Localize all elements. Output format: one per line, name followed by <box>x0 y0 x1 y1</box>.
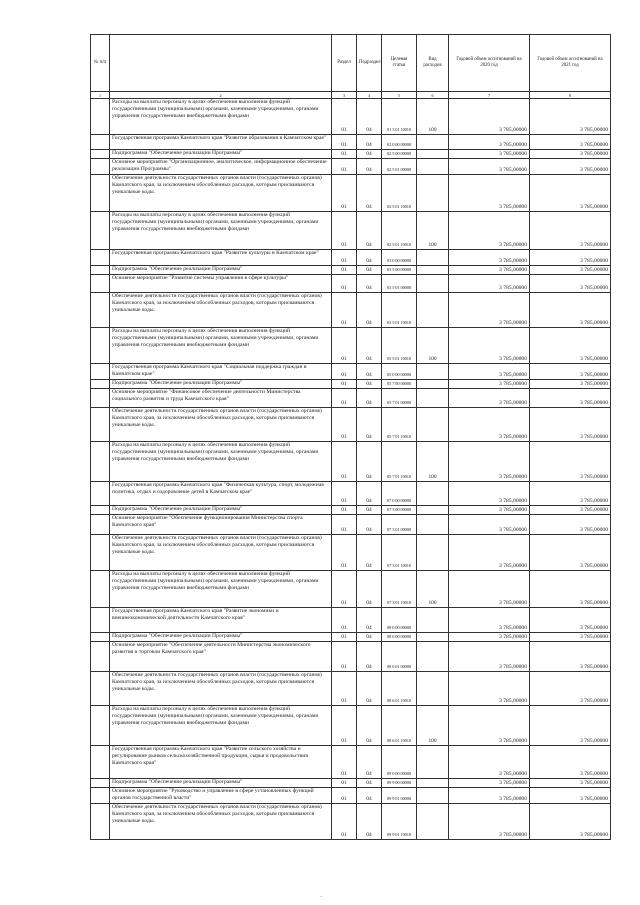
razdel-cell: 01 <box>332 571 357 608</box>
table-row <box>91 442 611 482</box>
table-row <box>91 535 611 571</box>
table-row <box>91 364 611 380</box>
razdel-cell: 01 <box>332 408 357 442</box>
amount-2021-cell: 3 785,00000 <box>530 150 611 159</box>
csr-cell: 02 5 01 10010 <box>382 212 417 250</box>
amount-2021-cell: 3 785,00000 <box>530 293 611 328</box>
csr-cell: 07 3 01 10010 <box>382 571 417 608</box>
razdel-cell: 01 <box>332 442 357 482</box>
podrazdel-cell: 04 <box>357 150 382 159</box>
vr-cell <box>417 364 449 380</box>
amount-2020-cell: 3 785,00000 <box>449 159 530 175</box>
podrazdel-cell: 04 <box>357 266 382 275</box>
num-cell <box>91 608 110 633</box>
amount-2020-cell: 3 785,00000 <box>449 506 530 515</box>
razdel-cell: 01 <box>332 506 357 515</box>
column-number: 6 <box>417 92 449 99</box>
vr-cell <box>417 150 449 159</box>
csr-cell: 07 3 01 10010 <box>382 535 417 571</box>
amount-2020-cell: 3 785,00000 <box>449 535 530 571</box>
table-row <box>91 408 611 442</box>
vr-cell <box>417 293 449 328</box>
razdel-cell: 01 <box>332 633 357 642</box>
row-name: Основное мероприятие "Финансовое обеспечение деятельности Министерства социального развития и труда Камчатского края" <box>110 389 332 408</box>
amount-2021-cell: 3 785,00000 <box>530 275 611 293</box>
num-cell <box>91 535 110 571</box>
vr-cell <box>417 389 449 408</box>
amount-2021-cell: 3 785,00000 <box>530 788 611 804</box>
row-name: Подпрограмма "Обеспечение реализации Программы" <box>110 633 332 642</box>
row-name: Расходы на выплаты персоналу в целях обеспечения выполнения функций государственными (муниципальными) органами, казенными учреждениями, органами управления государственными внебюджетными фондами <box>110 571 332 608</box>
podrazdel-cell: 04 <box>357 706 382 746</box>
amount-2020-cell: 3 785,00000 <box>449 275 530 293</box>
table-row <box>91 804 611 840</box>
table-row <box>91 706 611 746</box>
table-row <box>91 99 611 135</box>
row-name: Основное мероприятие "Организационное, аналитическое, информационное обеспечение реализации Программы" <box>110 159 332 175</box>
row-name: Государственная программа Камчатского края "Физическая культура, спорт, молодежная политика, отдых и оздоровление детей в Камчатском крае" <box>110 482 332 506</box>
podrazdel-cell: 04 <box>357 515 382 535</box>
vr-cell <box>417 804 449 840</box>
csr-cell: 03 5 01 10010 <box>382 293 417 328</box>
vr-cell <box>417 788 449 804</box>
column-number-row <box>91 92 611 99</box>
razdel-cell: 01 <box>332 788 357 804</box>
vr-cell <box>417 380 449 389</box>
amount-2020-cell: 3 785,00000 <box>449 608 530 633</box>
column-number: 2 <box>110 92 332 99</box>
amount-2020-cell: 3 785,00000 <box>449 788 530 804</box>
table-row <box>91 275 611 293</box>
vr-cell <box>417 482 449 506</box>
razdel-cell: 01 <box>332 515 357 535</box>
csr-cell: 02 5 01 10010 <box>382 175 417 212</box>
num-cell <box>91 672 110 706</box>
row-name: Государственная программа Камчатского края "Социальная поддержка граждан в Камчатском крае" <box>110 364 332 380</box>
amount-2021-cell: 3 785,00000 <box>530 746 611 779</box>
num-cell <box>91 250 110 266</box>
amount-2020-cell: 3 785,00000 <box>449 515 530 535</box>
header-podrazdel: Подраздел <box>357 35 382 92</box>
num-cell <box>91 442 110 482</box>
row-name: Обеспечение деятельности государственных органов власти (государственных органов) Камчатского края, за исключением обособленных расходов, которым присваиваются уникальные коды. <box>110 672 332 706</box>
razdel-cell: 01 <box>332 135 357 150</box>
header-vr: Вид расходов <box>417 35 449 92</box>
row-name: Расходы на выплаты персоналу в целях обеспечения выполнения функций государственными (муниципальными) органами, казенными учреждениями, органами управления государственными внебюджетными фондами <box>110 706 332 746</box>
vr-cell: 100 <box>417 442 449 482</box>
num-cell <box>91 293 110 328</box>
amount-2021-cell: 3 785,00000 <box>530 506 611 515</box>
amount-2021-cell: 3 785,00000 <box>530 250 611 266</box>
razdel-cell: 01 <box>332 266 357 275</box>
csr-cell: 07 3 00 00000 <box>382 506 417 515</box>
amount-2021-cell: 3 785,00000 <box>530 633 611 642</box>
podrazdel-cell: 04 <box>357 672 382 706</box>
vr-cell <box>417 159 449 175</box>
podrazdel-cell: 04 <box>357 535 382 571</box>
csr-cell: 02 5 01 00000 <box>382 159 417 175</box>
razdel-cell: 01 <box>332 175 357 212</box>
razdel-cell: 01 <box>332 608 357 633</box>
amount-2020-cell: 3 785,00000 <box>449 293 530 328</box>
row-name: Обеспечение деятельности государственных органов власти (государственных органов) Камчатского края, за исключением обособленных расходов, которым присваиваются уникальные коды. <box>110 293 332 328</box>
vr-cell <box>417 266 449 275</box>
csr-cell: 08 6 00 00000 <box>382 633 417 642</box>
razdel-cell: 01 <box>332 706 357 746</box>
table-row <box>91 672 611 706</box>
vr-cell <box>417 779 449 788</box>
podrazdel-cell: 04 <box>357 804 382 840</box>
amount-2021-cell: 3 785,00000 <box>530 328 611 364</box>
row-name: Обеспечение деятельности государственных органов власти (государственных органов) Камчатского края, за исключением обособленных расходов, которым присваиваются уникальные коды. <box>110 804 332 840</box>
podrazdel-cell: 04 <box>357 212 382 250</box>
amount-2020-cell: 3 785,00000 <box>449 706 530 746</box>
num-cell <box>91 150 110 159</box>
row-name: Подпрограмма "Обеспечение реализации Программы" <box>110 380 332 389</box>
csr-cell: 07 0 00 00000 <box>382 482 417 506</box>
vr-cell <box>417 608 449 633</box>
podrazdel-cell: 04 <box>357 364 382 380</box>
csr-cell: 09 9 01 10010 <box>382 804 417 840</box>
row-name: Основное мероприятие "Руководство и управление в сфере установленных функций органов государственной власти" <box>110 788 332 804</box>
amount-2020-cell: 3 785,00000 <box>449 746 530 779</box>
vr-cell: 100 <box>417 99 449 135</box>
amount-2021-cell: 3 785,00000 <box>530 779 611 788</box>
num-cell <box>91 788 110 804</box>
num-cell <box>91 506 110 515</box>
csr-cell: 03 5 01 10010 <box>382 328 417 364</box>
amount-2021-cell: 3 785,00000 <box>530 408 611 442</box>
podrazdel-cell: 04 <box>357 328 382 364</box>
amount-2021-cell: 3 785,00000 <box>530 442 611 482</box>
header-year-2021: Годовой объем ассигнований на 2021 год <box>530 35 611 92</box>
csr-cell: 05 0 00 00000 <box>382 364 417 380</box>
row-name: Государственная программа Камчатского края "Развитие образования в Камчатском крае" <box>110 135 332 150</box>
amount-2021-cell: 3 785,00000 <box>530 482 611 506</box>
row-name: Обеспечение деятельности государственных органов власти (государственных органов) Камчатского края, за исключением обособленных расходов, которым присваиваются уникальные коды. <box>110 408 332 442</box>
razdel-cell: 01 <box>332 275 357 293</box>
row-name: Расходы на выплаты персоналу в целях обеспечения выполнения функций государственными (муниципальными) органами, казенными учреждениями, органами управления государственными внебюджетными фондами <box>110 328 332 364</box>
csr-cell: 08 6 01 00000 <box>382 642 417 672</box>
num-cell <box>91 364 110 380</box>
razdel-cell: 01 <box>332 293 357 328</box>
razdel-cell: 01 <box>332 99 357 135</box>
table-row <box>91 633 611 642</box>
row-name: Расходы на выплаты персоналу в целях обеспечения выполнения функций государственными (муниципальными) органами, казенными учреждениями, органами управления государственными внебюджетными фондами <box>110 442 332 482</box>
amount-2020-cell: 3 785,00000 <box>449 328 530 364</box>
num-cell <box>91 275 110 293</box>
num-cell <box>91 135 110 150</box>
vr-cell <box>417 135 449 150</box>
num-cell <box>91 389 110 408</box>
table-row <box>91 175 611 212</box>
amount-2020-cell: 3 785,00000 <box>449 672 530 706</box>
podrazdel-cell: 04 <box>357 746 382 779</box>
podrazdel-cell: 04 <box>357 275 382 293</box>
row-name: Государственная программа Камчатского края "Развитие экономики и внешнеэкономической деятельности Камчатского края" <box>110 608 332 633</box>
column-number: 4 <box>357 92 382 99</box>
num-cell <box>91 175 110 212</box>
table-row <box>91 608 611 633</box>
podrazdel-cell: 04 <box>357 389 382 408</box>
csr-cell: 03 5 01 00000 <box>382 275 417 293</box>
razdel-cell: 01 <box>332 389 357 408</box>
column-number: 7 <box>449 92 530 99</box>
csr-cell: 08 0 00 00000 <box>382 608 417 633</box>
row-name: Основное мероприятие "Обеспечение деятельности Министерства экономического развития и торговли Камчатского края" <box>110 642 332 672</box>
podrazdel-cell: 04 <box>357 135 382 150</box>
vr-cell <box>417 408 449 442</box>
amount-2020-cell: 3 785,00000 <box>449 642 530 672</box>
table-row <box>91 746 611 779</box>
header-csr: Целевая статья <box>382 35 417 92</box>
amount-2020-cell: 3 785,00000 <box>449 804 530 840</box>
header-name <box>110 35 332 92</box>
num-cell <box>91 328 110 364</box>
row-name: Расходы на выплаты персоналу в целях обеспечения выполнения функций государственными (муниципальными) органами, казенными учреждениями, органами управления государственными внебюджетными фондами <box>110 212 332 250</box>
amount-2020-cell: 3 785,00000 <box>449 779 530 788</box>
razdel-cell: 01 <box>332 250 357 266</box>
amount-2021-cell: 3 785,00000 <box>530 135 611 150</box>
csr-cell: 09 0 00 00000 <box>382 746 417 779</box>
csr-cell: 09 9 01 00000 <box>382 788 417 804</box>
row-name: Государственная программа Камчатского края "Развитие сельского хозяйства и регулирование рынков сельскохозяйственной продукции, сырья и продовольствия Камчатского края" <box>110 746 332 779</box>
num-cell <box>91 380 110 389</box>
amount-2020-cell: 3 785,00000 <box>449 408 530 442</box>
column-number: 3 <box>332 92 357 99</box>
table-body <box>91 99 611 840</box>
table-row <box>91 159 611 175</box>
table-row <box>91 506 611 515</box>
amount-2021-cell: 3 785,00000 <box>530 608 611 633</box>
table-row <box>91 380 611 389</box>
page-mark: · <box>320 893 323 901</box>
row-name: Подпрограмма "Обеспечение реализации Программы" <box>110 266 332 275</box>
row-name: Подпрограмма "Обеспечение реализации Программы" <box>110 150 332 159</box>
num-cell <box>91 159 110 175</box>
table-row <box>91 389 611 408</box>
vr-cell <box>417 633 449 642</box>
csr-cell: 05 7 01 00000 <box>382 389 417 408</box>
csr-cell: 05 7 01 10010 <box>382 408 417 442</box>
header-num: № п/п <box>91 35 110 92</box>
csr-cell: 08 6 01 10010 <box>382 706 417 746</box>
amount-2021-cell: 3 785,00000 <box>530 804 611 840</box>
amount-2021-cell: 3 785,00000 <box>530 159 611 175</box>
amount-2020-cell: 3 785,00000 <box>449 571 530 608</box>
num-cell <box>91 633 110 642</box>
vr-cell <box>417 672 449 706</box>
vr-cell <box>417 515 449 535</box>
amount-2021-cell: 3 785,00000 <box>530 389 611 408</box>
num-cell <box>91 706 110 746</box>
razdel-cell: 01 <box>332 212 357 250</box>
num-cell <box>91 266 110 275</box>
csr-cell: 05 7 00 00000 <box>382 380 417 389</box>
num-cell <box>91 408 110 442</box>
table-row <box>91 135 611 150</box>
amount-2020-cell: 3 785,00000 <box>449 380 530 389</box>
amount-2021-cell: 3 785,00000 <box>530 364 611 380</box>
razdel-cell: 01 <box>332 642 357 672</box>
amount-2020-cell: 3 785,00000 <box>449 633 530 642</box>
vr-cell <box>417 535 449 571</box>
csr-cell: 01 3 01 10010 <box>382 99 417 135</box>
podrazdel-cell: 04 <box>357 99 382 135</box>
table-row <box>91 266 611 275</box>
vr-cell: 100 <box>417 328 449 364</box>
num-cell <box>91 642 110 672</box>
csr-cell: 09 9 00 00000 <box>382 779 417 788</box>
amount-2020-cell: 3 785,00000 <box>449 442 530 482</box>
amount-2020-cell: 3 785,00000 <box>449 150 530 159</box>
amount-2021-cell: 3 785,00000 <box>530 380 611 389</box>
table-row <box>91 788 611 804</box>
csr-cell: 03 0 00 00000 <box>382 250 417 266</box>
podrazdel-cell: 04 <box>357 642 382 672</box>
header-razdel: Раздел <box>332 35 357 92</box>
num-cell <box>91 746 110 779</box>
podrazdel-cell: 04 <box>357 482 382 506</box>
table-row <box>91 328 611 364</box>
amount-2020-cell: 3 785,00000 <box>449 389 530 408</box>
vr-cell <box>417 746 449 779</box>
table-row <box>91 250 611 266</box>
podrazdel-cell: 04 <box>357 293 382 328</box>
podrazdel-cell: 04 <box>357 633 382 642</box>
num-cell <box>91 515 110 535</box>
razdel-cell: 01 <box>332 364 357 380</box>
table-row <box>91 642 611 672</box>
amount-2021-cell: 3 785,00000 <box>530 266 611 275</box>
vr-cell: 100 <box>417 571 449 608</box>
podrazdel-cell: 04 <box>357 175 382 212</box>
podrazdel-cell: 04 <box>357 442 382 482</box>
csr-cell: 02 0 00 00000 <box>382 135 417 150</box>
razdel-cell: 01 <box>332 159 357 175</box>
podrazdel-cell: 04 <box>357 250 382 266</box>
amount-2020-cell: 3 785,00000 <box>449 250 530 266</box>
amount-2020-cell: 3 785,00000 <box>449 212 530 250</box>
num-cell <box>91 779 110 788</box>
vr-cell: 100 <box>417 212 449 250</box>
row-name: Основное мероприятие "Обеспечение функционирования Министерства спорта Камчатского края" <box>110 515 332 535</box>
razdel-cell: 01 <box>332 482 357 506</box>
table-row <box>91 150 611 159</box>
amount-2020-cell: 3 785,00000 <box>449 266 530 275</box>
razdel-cell: 01 <box>332 380 357 389</box>
vr-cell: 100 <box>417 706 449 746</box>
csr-cell: 02 5 00 00000 <box>382 150 417 159</box>
csr-cell: 03 5 00 00000 <box>382 266 417 275</box>
column-number: 1 <box>91 92 110 99</box>
amount-2021-cell: 3 785,00000 <box>530 515 611 535</box>
row-name: Подпрограмма "Обеспечение реализации Программы" <box>110 779 332 788</box>
row-name: Основное мероприятие "Развитие системы управления в сфере культуры" <box>110 275 332 293</box>
csr-cell: 07 3 01 00000 <box>382 515 417 535</box>
amount-2021-cell: 3 785,00000 <box>530 642 611 672</box>
podrazdel-cell: 04 <box>357 779 382 788</box>
amount-2021-cell: 3 785,00000 <box>530 571 611 608</box>
table-row <box>91 482 611 506</box>
razdel-cell: 01 <box>332 804 357 840</box>
budget-table <box>90 34 611 840</box>
amount-2021-cell: 3 785,00000 <box>530 99 611 135</box>
table-row <box>91 293 611 328</box>
num-cell <box>91 482 110 506</box>
vr-cell <box>417 275 449 293</box>
podrazdel-cell: 04 <box>357 788 382 804</box>
row-name: Обеспечение деятельности государственных органов власти (государственных органов) Камчатского края, за исключением обособленных расходов, которым присваиваются уникальные коды. <box>110 175 332 212</box>
column-number: 8 <box>530 92 611 99</box>
amount-2020-cell: 3 785,00000 <box>449 175 530 212</box>
podrazdel-cell: 04 <box>357 608 382 633</box>
num-cell <box>91 804 110 840</box>
amount-2020-cell: 3 785,00000 <box>449 99 530 135</box>
column-number: 5 <box>382 92 417 99</box>
vr-cell <box>417 506 449 515</box>
amount-2021-cell: 3 785,00000 <box>530 175 611 212</box>
razdel-cell: 01 <box>332 672 357 706</box>
podrazdel-cell: 04 <box>357 380 382 389</box>
vr-cell <box>417 250 449 266</box>
amount-2021-cell: 3 785,00000 <box>530 706 611 746</box>
podrazdel-cell: 04 <box>357 408 382 442</box>
amount-2021-cell: 3 785,00000 <box>530 535 611 571</box>
amount-2020-cell: 3 785,00000 <box>449 482 530 506</box>
podrazdel-cell: 04 <box>357 571 382 608</box>
amount-2021-cell: 3 785,00000 <box>530 672 611 706</box>
podrazdel-cell: 04 <box>357 159 382 175</box>
table-row <box>91 571 611 608</box>
row-name: Обеспечение деятельности государственных органов власти (государственных органов) Камчатского края, за исключением обособленных расходов, которым присваиваются уникальные коды. <box>110 535 332 571</box>
row-name: Государственная программа Камчатского края "Развитие культуры в Камчатском крае" <box>110 250 332 266</box>
num-cell <box>91 212 110 250</box>
vr-cell <box>417 175 449 212</box>
table-row <box>91 212 611 250</box>
podrazdel-cell: 04 <box>357 506 382 515</box>
razdel-cell: 01 <box>332 535 357 571</box>
table-row <box>91 515 611 535</box>
csr-cell: 08 6 01 10010 <box>382 672 417 706</box>
razdel-cell: 01 <box>332 328 357 364</box>
num-cell <box>91 99 110 135</box>
razdel-cell: 01 <box>332 779 357 788</box>
header-year-2020: Годовой объем ассигнований на 2020 год <box>449 35 530 92</box>
amount-2020-cell: 3 785,00000 <box>449 135 530 150</box>
table-header-row <box>91 35 611 92</box>
razdel-cell: 01 <box>332 150 357 159</box>
amount-2020-cell: 3 785,00000 <box>449 364 530 380</box>
csr-cell: 05 7 01 10010 <box>382 442 417 482</box>
amount-2021-cell: 3 785,00000 <box>530 212 611 250</box>
table-row <box>91 779 611 788</box>
row-name: Подпрограмма "Обеспечение реализации Программы" <box>110 506 332 515</box>
vr-cell <box>417 642 449 672</box>
razdel-cell: 01 <box>332 746 357 779</box>
row-name: Расходы на выплаты персоналу в целях обеспечения выполнения функций государственными (муниципальными) органами, казенными учреждениями, органами управления государственными внебюджетными фондами <box>110 99 332 135</box>
num-cell <box>91 571 110 608</box>
